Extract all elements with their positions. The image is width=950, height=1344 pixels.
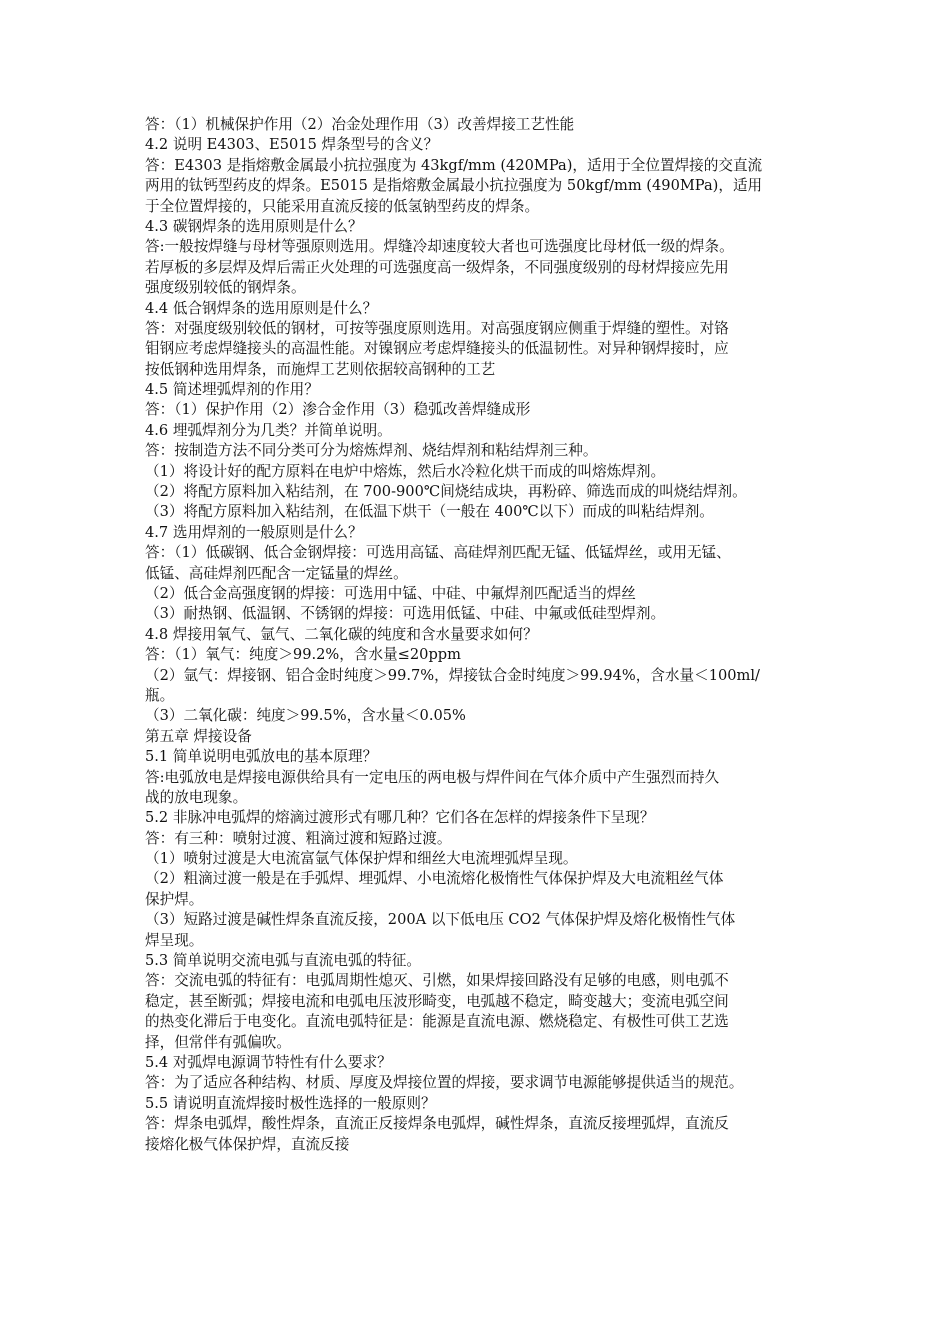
text-line: 4.8 焊接用氧气、氩气、二氧化碳的纯度和含水量要求如何？	[145, 625, 538, 643]
text-line: 第五章 焊接设备	[145, 727, 252, 745]
text-line: 若厚板的多层焊及焊后需正火处理的可选强度高一级焊条，不同强度级别的母材焊接应先用	[145, 258, 729, 276]
document-page	[145, 115, 813, 1155]
text-line: 强度级别较低的钢焊条。	[145, 279, 306, 297]
text-line: 择，但常伴有弧偏吹。	[145, 1033, 291, 1051]
text-line: 4.2 说明 E4303、E5015 焊条型号的含义？	[145, 136, 439, 154]
text-line: （3）耐热钢、低温钢、不锈钢的焊接：可选用低锰、中硅、中氟或低硅型焊剂。	[145, 605, 666, 623]
text-line: 于全位置焊接的，只能采用直流反接的低氢钠型药皮的焊条。	[145, 197, 540, 215]
text-line: 5.5 请说明直流焊接时极性选择的一般原则？	[145, 1094, 436, 1112]
text-line: 答：对强度级别较低的钢材，可按等强度原则选用。对高强度钢应侧重于焊缝的塑性。对铬	[145, 319, 729, 337]
text-line: 稳定，甚至断弧；焊接电流和电弧电压波形畸变，电弧越不稳定，畸变越大；变流电弧空间	[145, 992, 729, 1010]
text-line: 5.4 对弧焊电源调节特性有什么要求？	[145, 1053, 392, 1071]
text-line: 答：按制造方法不同分类可分为熔炼焊剂、烧结焊剂和粘结焊剂三种。	[145, 442, 598, 460]
text-line: 答：为了适应各种结构、材质、厚度及焊接位置的焊接，要求调节电源能够提供适当的规范。	[145, 1074, 744, 1092]
text-line: 答：有三种：喷射过渡、粗滴过渡和短路过渡。	[145, 829, 452, 847]
text-line: 5.3 简单说明交流电弧与直流电弧的特征。	[145, 952, 421, 970]
text-line: 4.3 碳钢焊条的选用原则是什么？	[145, 217, 363, 235]
text-line: 答：（1）机械保护作用（2）冶金处理作用（3）改善焊接工艺性能	[145, 116, 575, 133]
text-line: 按低钢种选用焊条，而施焊工艺则依据较高钢种的工艺	[145, 360, 496, 378]
text-line: 答：（1）氧气：纯度＞99.2%，含水量≤20ppm	[145, 646, 461, 664]
text-line: 接熔化极气体保护焊，直流反接	[145, 1135, 350, 1153]
text-line: 钼钢应考虑焊缝接头的高温性能。对镍钢应考虑焊缝接头的低温韧性。对异种钢焊接时，应	[145, 340, 729, 358]
text-line: 焊呈现。	[145, 931, 204, 949]
text-line: 答:一般按焊缝与母材等强原则选用。焊缝冷却速度较大者也可选强度比母材低一级的焊条。	[145, 238, 734, 256]
text-line: 4.7 选用焊剂的一般原则是什么？	[145, 523, 363, 541]
text-line: 的热变化滞后于电变化。直流电弧特征是：能源是直流电源、燃烧稳定、有极性可供工艺选	[145, 1013, 729, 1031]
text-line: 答：交流电弧的特征有：电弧周期性熄灭、引燃，如果焊接回路没有足够的电感，则电弧不	[145, 972, 729, 990]
text-line: 5.2 非脉冲电弧焊的熔滴过渡形式有哪几种？它们各在怎样的焊接条件下呈现？	[145, 809, 655, 827]
text-line: （2）粗滴过渡一般是在手弧焊、埋弧焊、小电流熔化极惰性气体保护焊及大电流粗丝气体	[145, 870, 724, 888]
text-line: 答：（1）低碳钢、低合金钢焊接：可选用高锰、高硅焊剂匹配无锰、低锰焊丝，或用无锰、	[145, 544, 731, 562]
text-line: 4.4 低合钢焊条的选用原则是什么？	[145, 299, 378, 317]
text-line: 4.6 埋弧焊剂分为几类？并简单说明。	[145, 421, 392, 439]
text-line: （2）低合金高强度钢的焊接：可选用中锰、中硅、中氟焊剂匹配适当的焊丝	[145, 584, 636, 602]
text-line: 答:电弧放电是焊接电源供给具有一定电压的两电极与焊件间在气体介质中产生强烈而持久	[145, 768, 720, 786]
text-line: 5.1 简单说明电弧放电的基本原理？	[145, 748, 378, 766]
text-line: 答：E4303 是指熔敷金属最小抗拉强度为 43kgf/mm (420MPa)，适用于全位置焊接的交直流	[145, 156, 763, 174]
text-line: （2）氩气：焊接钢、铝合金时纯度＞99.7%，焊接钛合金时纯度＞99.94%，含水量＜100ml/	[145, 666, 760, 684]
text-line: （3）将配方原料加入粘结剂，在低温下烘干（一般在 400℃以下）而成的叫粘结焊剂。	[145, 503, 714, 521]
text-line: 低锰、高硅焊剂匹配含一定锰量的焊丝。	[145, 564, 408, 582]
text-line: （1）喷射过渡是大电流富氩气体保护焊和细丝大电流埋弧焊呈现。	[145, 850, 578, 868]
text-line: （3）短路过渡是碱性焊条直流反接，200A 以下低电压 CO2 气体保护焊及熔化极惰性气体	[145, 911, 736, 929]
text-line: 战的放电现象。	[145, 788, 248, 806]
text-line: 两用的钛钙型药皮的焊条。E5015 是指熔敷金属最小抗拉强度为 50kgf/mm (490MPa)，适用	[145, 177, 763, 195]
text-line: （1）将设计好的配方原料在电炉中熔炼，然后水冷粒化烘干而成的叫熔炼焊剂。	[145, 462, 666, 480]
text-line: 4.5 简述埋弧焊剂的作用？	[145, 381, 319, 399]
text-line: （3）二氧化碳：纯度＞99.5%，含水量＜0.05%	[145, 707, 466, 725]
text-line: 保护焊。	[145, 890, 204, 908]
text-line: （2）将配方原料加入粘结剂，在 700-900℃间烧结成块，再粉碎、筛选而成的叫烧结焊剂。	[145, 483, 747, 501]
text-line: 答：焊条电弧焊，酸性焊条，直流正反接焊条电弧焊，碱性焊条，直流反接埋弧焊，直流反	[145, 1115, 729, 1133]
text-line: 答：（1）保护作用（2）渗合金作用（3）稳弧改善焊缝成形	[145, 401, 531, 419]
text-line: 瓶。	[145, 686, 175, 704]
